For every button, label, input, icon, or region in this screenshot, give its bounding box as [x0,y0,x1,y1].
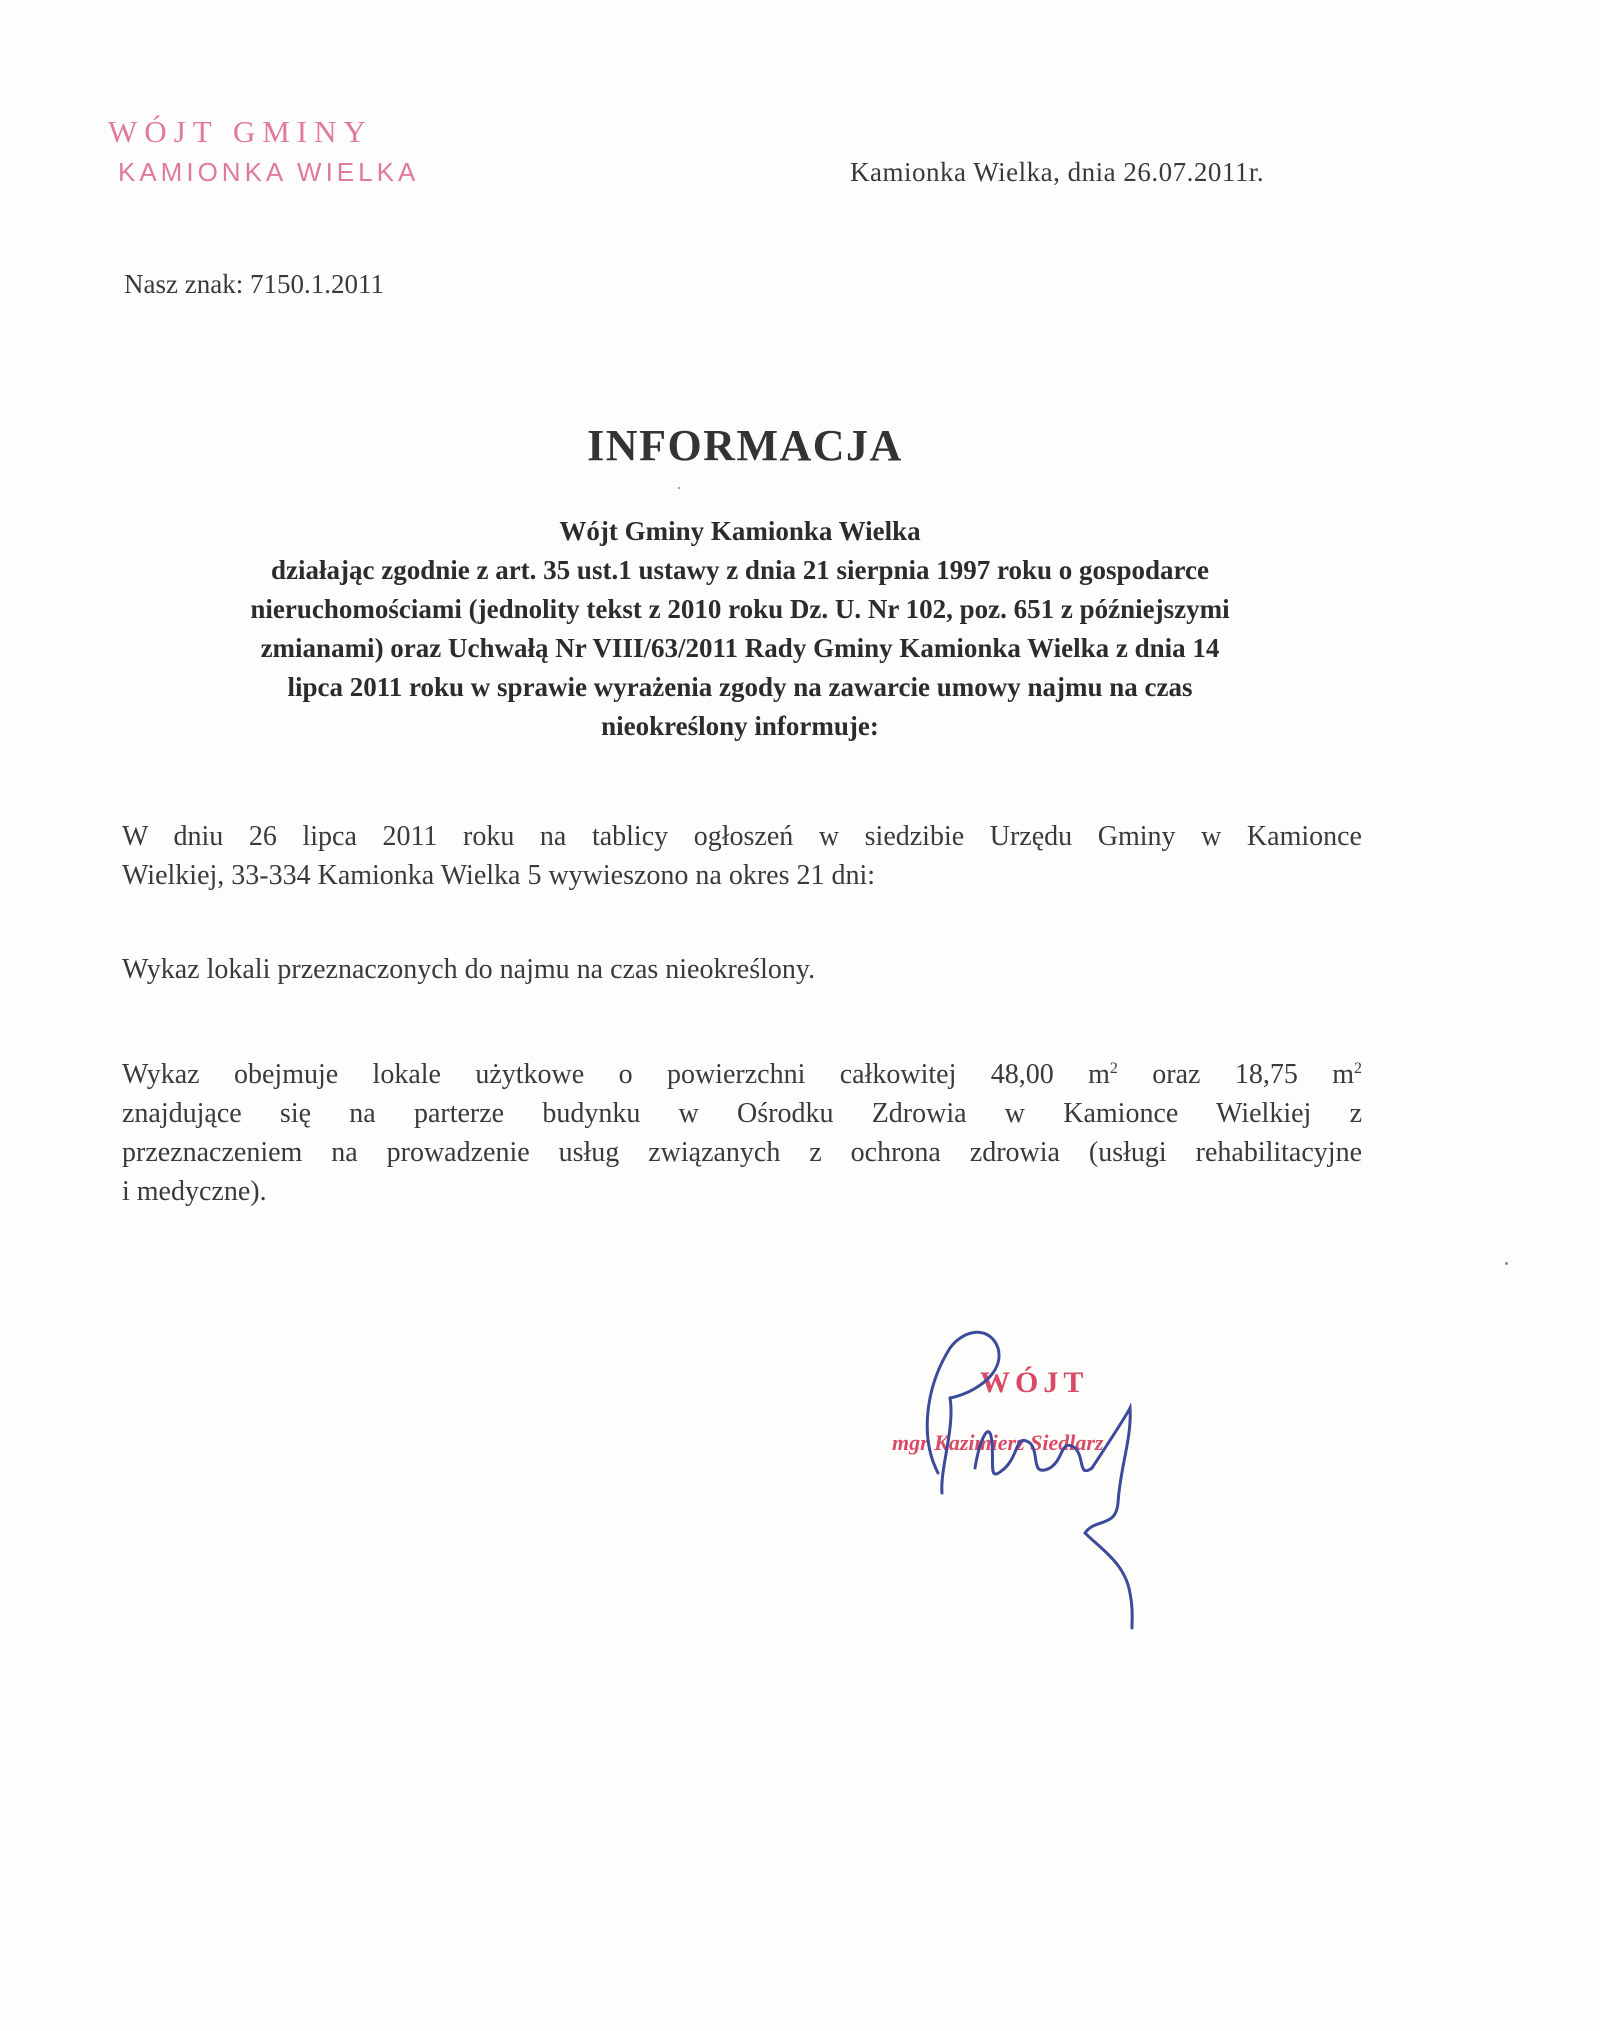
intro-line: działając zgodnie z art. 35 ust.1 ustawy z dnia 21 sierpnia 1997 roku o gospodarce [270,555,1210,585]
scan-speck [1505,1262,1508,1265]
list-description-paragraph [122,950,1362,989]
place-and-date: Kamionka Wielka, dnia 26.07.2011r. [850,157,1265,187]
document-title: INFORMACJA [587,421,903,470]
paragraph-line: i medyczne). [122,1176,267,1207]
paragraph-line: Wykaz lokali przeznaczonych do najmu na czas nieokreślony. [122,954,816,985]
scan-speck [678,487,680,489]
paragraph-line [122,1049,1362,1094]
reference-number: Nasz znak: 7150.1.2011 [124,269,384,299]
paragraph-line: Wielkiej, 33-334 Kamionka Wielka 5 wywieszono na okres 21 dni: [122,860,876,891]
superscript: 2 [1109,1060,1118,1077]
signature-stamp-title: WÓJT [980,1366,1089,1399]
announcement-paragraph [122,817,1362,895]
intro-line: lipca 2011 roku w sprawie wyrażenia zgody na zawarcie umowy najmu na czas [287,672,1193,702]
intro-line: zmianami) oraz Uchwałą Nr VIII/63/2011 Rady Gminy Kamionka Wielka z dnia 14 [260,633,1220,663]
office-stamp-header [108,112,478,192]
paragraph-line: W dniu 26 lipca 2011 roku na tablicy ogłoszeń w siedzibie Urzędu Gminy w Kamionce [122,821,1362,852]
superscript: 2 [1354,1060,1362,1077]
paragraph-line: znajdujące się na parterze budynku w Ośrodku Zdrowia w Kamionce Wielkiej z [122,1098,1362,1129]
signature-stamp-name: mgr Kazimierz Siedlarz [892,1430,1104,1455]
premises-paragraph [122,1049,1362,1211]
area-text: Wykaz obejmuje lokale użytkowe o powierzchni całkowitej 48,00 m [122,1059,1110,1090]
signature-block [880,1318,1210,1638]
intro-line: nieruchomościami (jednolity tekst z 2010 roku Dz. U. Nr 102, poz. 651 z późniejszymi [250,594,1230,624]
handwritten-signature [880,1318,1210,1638]
area-text: oraz 18,75 m [1117,1059,1354,1090]
intro-line: Wójt Gminy Kamionka Wielka [559,516,921,546]
stamp-title: WÓJT GMINY [108,114,373,149]
intro-legal-basis [140,512,1340,746]
paragraph-line: przeznaczeniem na prowadzenie usług związanych z ochrona zdrowia (usługi rehabilitacyjne [122,1137,1362,1168]
stamp-municipality: KAMIONKA WIELKA [118,157,420,187]
intro-line: nieokreślony informuje: [601,711,879,741]
